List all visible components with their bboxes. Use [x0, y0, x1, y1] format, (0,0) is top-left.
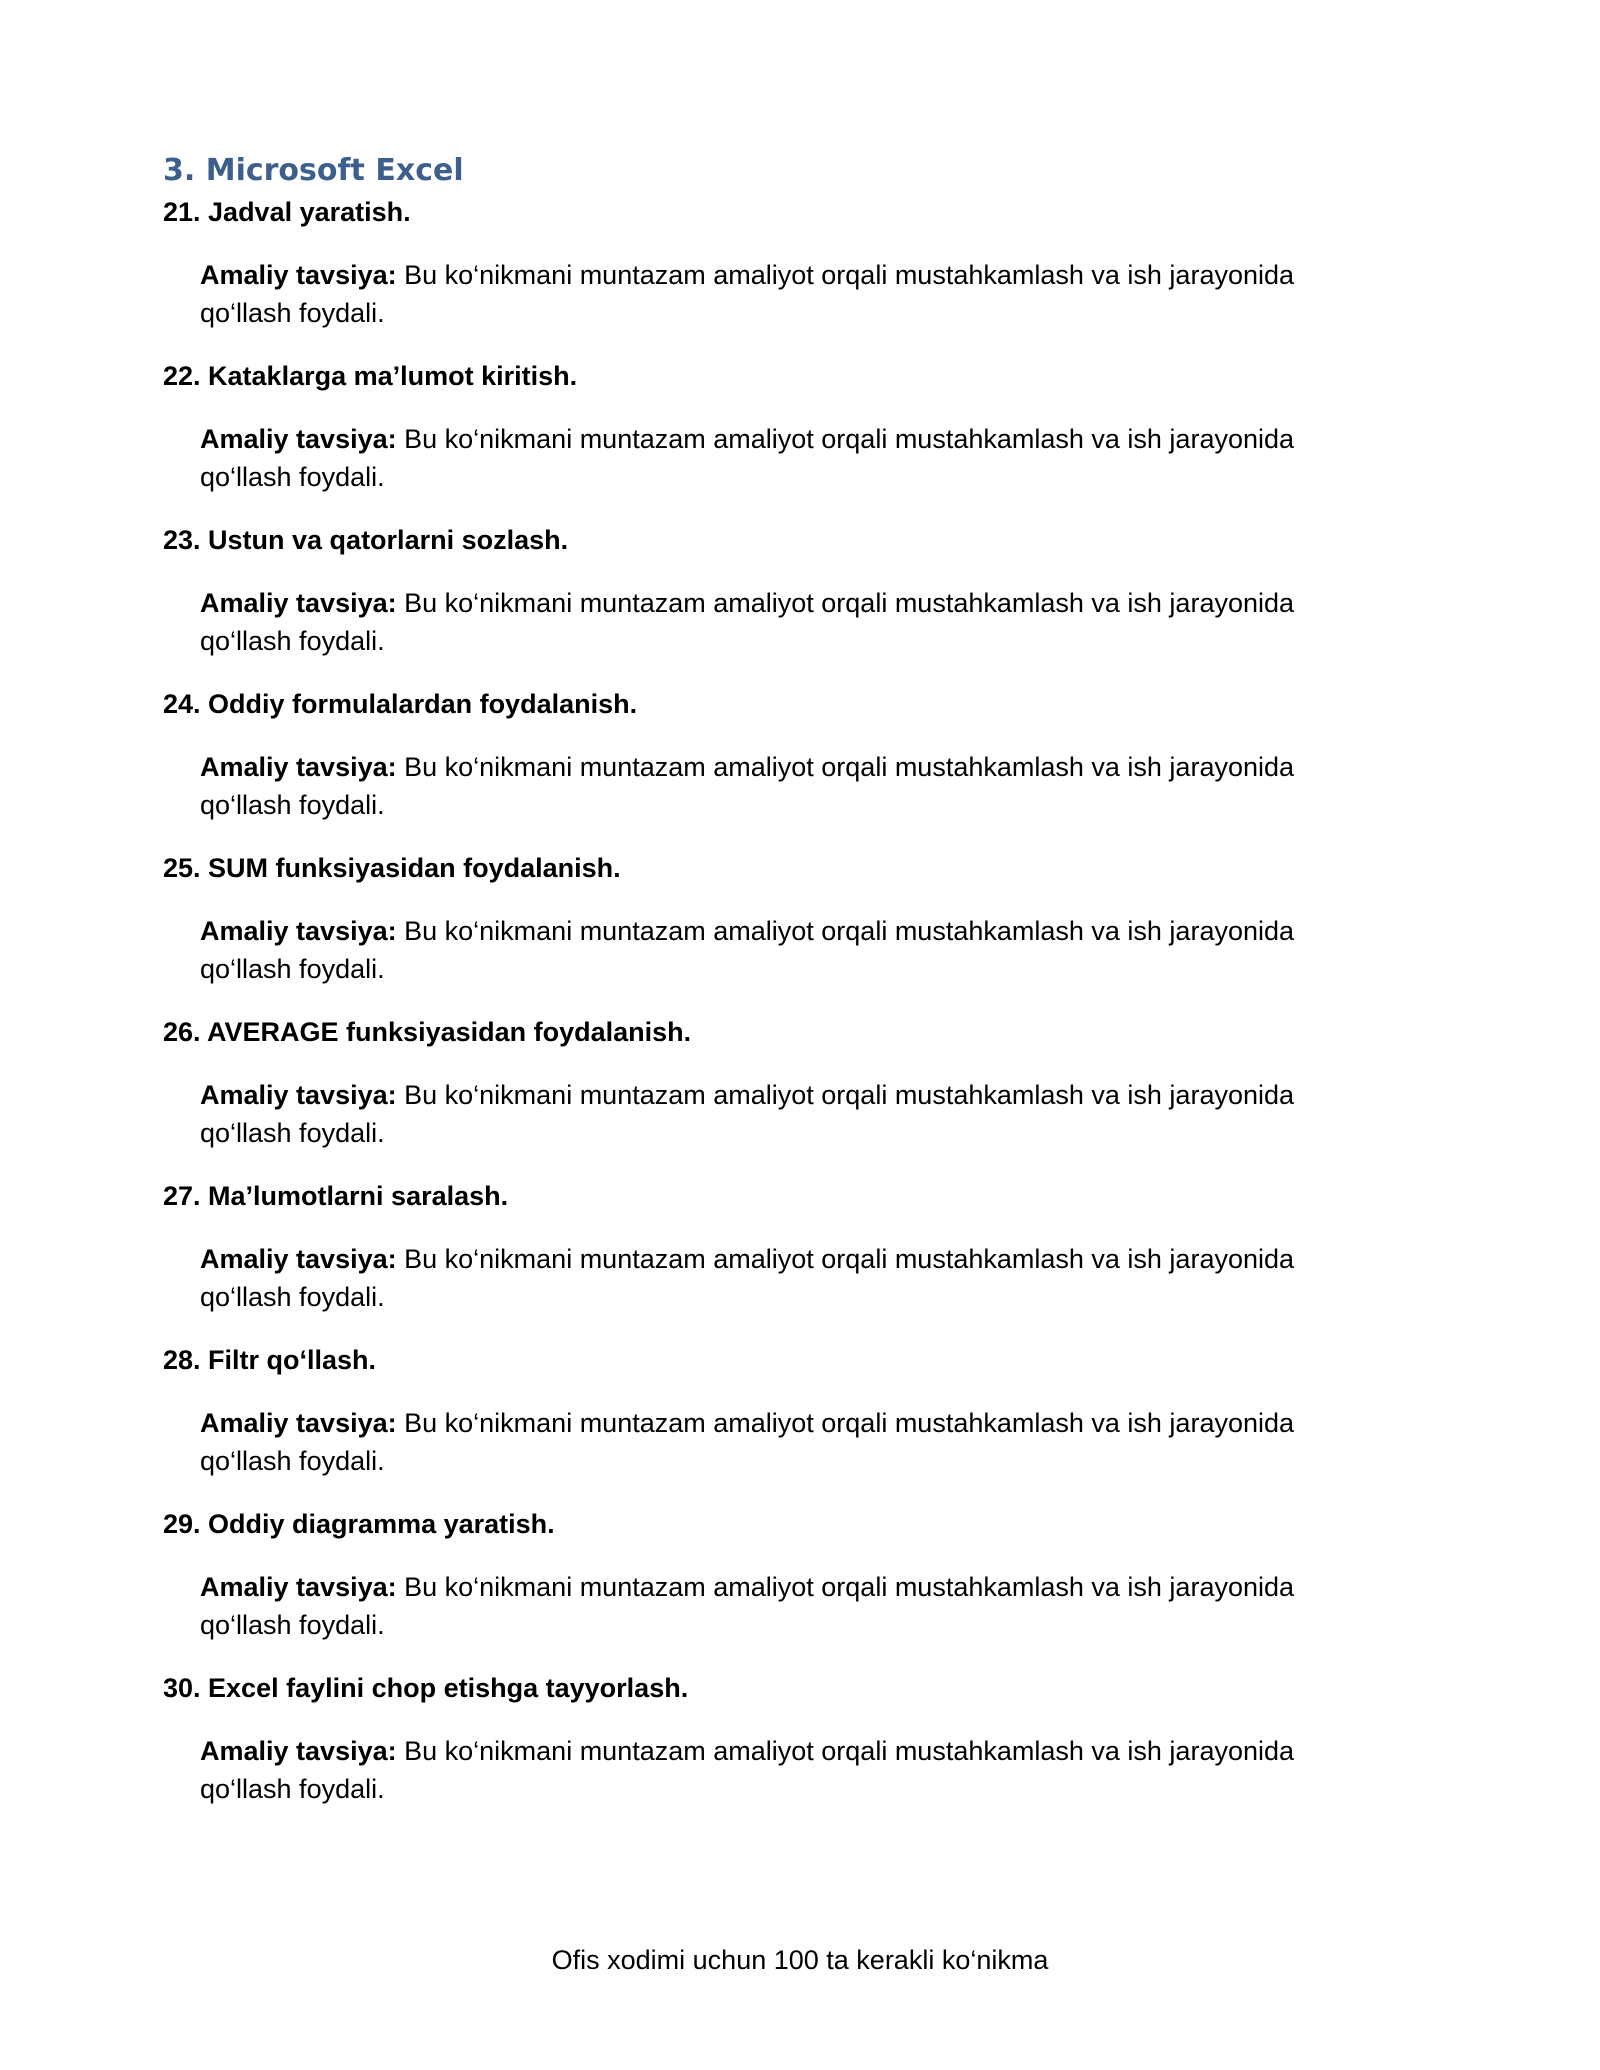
tip-text: Bu ko‘nikmani muntazam amaliyot orqali mustahkamlash va ish jarayonida qo‘llash foydali.: [200, 1244, 1295, 1312]
list-item: [163, 684, 1393, 824]
tip-label: Amaliy tavsiya:: [200, 916, 397, 946]
tip-text: Bu ko‘nikmani muntazam amaliyot orqali mustahkamlash va ish jarayonida qo‘llash foydali.: [200, 1736, 1295, 1804]
item-tip: [200, 420, 1393, 496]
tip-label: Amaliy tavsiya:: [200, 1244, 397, 1274]
item-tip: [200, 912, 1393, 988]
item-title: 21. Jadval yaratish.: [163, 197, 411, 227]
item-title: 27. Ma’lumotlarni saralash.: [163, 1181, 509, 1211]
page-footer: Ofis xodimi uchun 100 ta kerakli ko‘nikma: [551, 1945, 1049, 1975]
tip-label: Amaliy tavsiya:: [200, 1408, 397, 1438]
item-title: 23. Ustun va qatorlarni sozlash.: [163, 525, 569, 555]
list-item: [163, 848, 1393, 988]
item-title: 24. Oddiy formulalardan foydalanish.: [163, 689, 638, 719]
tip-label: Amaliy tavsiya:: [200, 1736, 397, 1766]
item-tip: [200, 1404, 1393, 1480]
list-item: [163, 1012, 1393, 1152]
item-tip: [200, 584, 1393, 660]
list-item: [163, 1340, 1393, 1480]
tip-label: Amaliy tavsiya:: [200, 260, 397, 290]
list-item: [163, 1668, 1393, 1808]
item-tip: [200, 1076, 1393, 1152]
tip-label: Amaliy tavsiya:: [200, 1572, 397, 1602]
tip-text: Bu ko‘nikmani muntazam amaliyot orqali mustahkamlash va ish jarayonida qo‘llash foydali.: [200, 1572, 1295, 1640]
list-item: [163, 520, 1393, 660]
tip-label: Amaliy tavsiya:: [200, 588, 397, 618]
item-tip: [200, 1240, 1393, 1316]
item-title: 26. AVERAGE funksiyasidan foydalanish.: [163, 1017, 692, 1047]
tip-text: Bu ko‘nikmani muntazam amaliyot orqali mustahkamlash va ish jarayonida qo‘llash foydali.: [200, 588, 1295, 656]
list-item: [163, 1504, 1393, 1644]
item-title: 25. SUM funksiyasidan foydalanish.: [163, 853, 621, 883]
page-content: [163, 150, 1393, 1808]
list-item: [163, 1176, 1393, 1316]
item-tip: [200, 748, 1393, 824]
item-tip: [200, 256, 1393, 332]
tip-text: Bu ko‘nikmani muntazam amaliyot orqali mustahkamlash va ish jarayonida qo‘llash foydali.: [200, 752, 1295, 820]
tip-text: Bu ko‘nikmani muntazam amaliyot orqali mustahkamlash va ish jarayonida qo‘llash foydali.: [200, 1408, 1295, 1476]
item-tip: [200, 1732, 1393, 1808]
tip-label: Amaliy tavsiya:: [200, 424, 397, 454]
tip-text: Bu ko‘nikmani muntazam amaliyot orqali mustahkamlash va ish jarayonida qo‘llash foydali.: [200, 260, 1295, 328]
item-tip: [200, 1568, 1393, 1644]
tip-text: Bu ko‘nikmani muntazam amaliyot orqali mustahkamlash va ish jarayonida qo‘llash foydali.: [200, 1080, 1295, 1148]
section-title: 3. Microsoft Excel: [163, 153, 464, 188]
tip-text: Bu ko‘nikmani muntazam amaliyot orqali mustahkamlash va ish jarayonida qo‘llash foydali.: [200, 424, 1295, 492]
list-item: [163, 192, 1393, 332]
item-title: 22. Kataklarga ma’lumot kiritish.: [163, 361, 578, 391]
tip-label: Amaliy tavsiya:: [200, 752, 397, 782]
item-title: 28. Filtr qo‘llash.: [163, 1345, 377, 1375]
list-item: [163, 356, 1393, 496]
item-title: 30. Excel faylini chop etishga tayyorlash.: [163, 1673, 689, 1703]
item-title: 29. Oddiy diagramma yaratish.: [163, 1509, 555, 1539]
tip-label: Amaliy tavsiya:: [200, 1080, 397, 1110]
tip-text: Bu ko‘nikmani muntazam amaliyot orqali mustahkamlash va ish jarayonida qo‘llash foydali.: [200, 916, 1295, 984]
